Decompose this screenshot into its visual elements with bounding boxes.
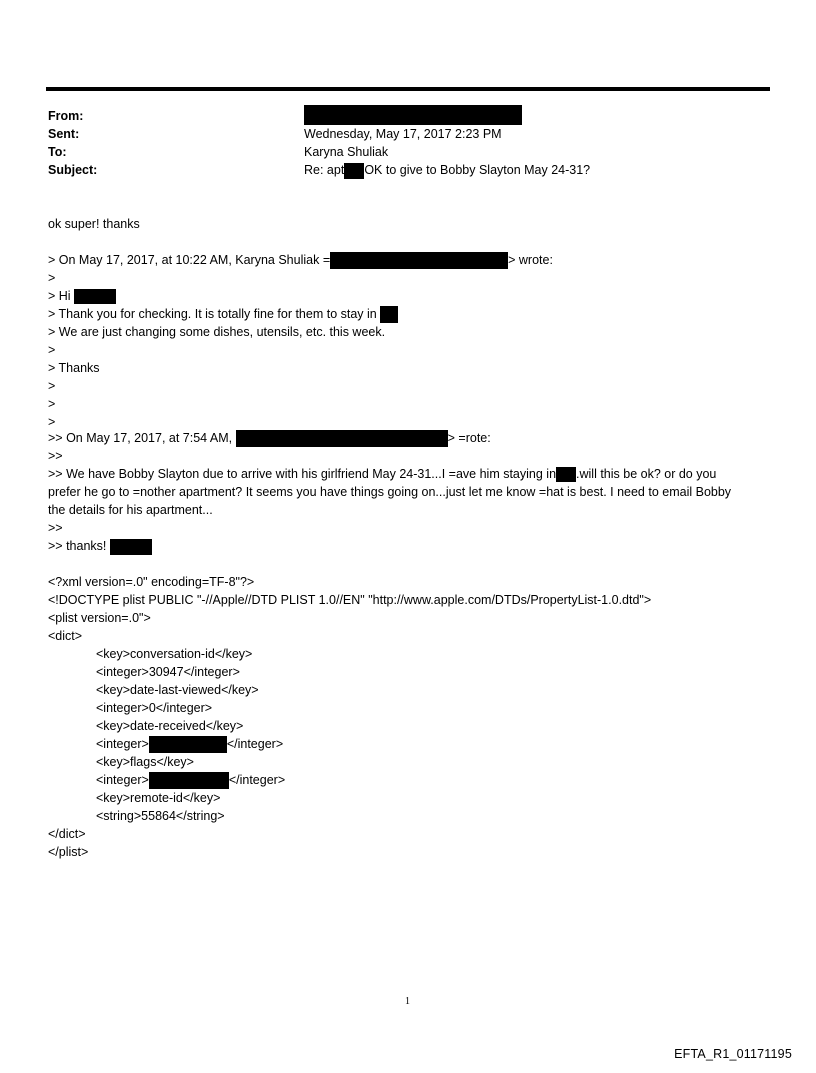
- subject-row: [48, 161, 591, 179]
- plist-line: <integer>0</integer>: [96, 701, 213, 715]
- plist-line: <plist version=.0">: [48, 611, 151, 625]
- plist-line: <key>conversation-id</key>: [96, 647, 253, 661]
- quote-text: > Thank you for checking. It is totally fine for them to stay in: [48, 307, 377, 321]
- header-rule: [46, 87, 770, 91]
- redaction-block: [330, 252, 508, 269]
- plist-line: <key>date-last-viewed</key>: [96, 683, 259, 697]
- quote-attribution-text: >> On May 17, 2017, at 7:54 AM,: [48, 431, 233, 445]
- plist-line: <integer>30947</integer>: [96, 665, 240, 679]
- plist-line: <string>55864</string>: [96, 809, 225, 823]
- plist-line: <key>flags</key>: [96, 755, 194, 769]
- quote-line: >: [48, 343, 56, 357]
- reply-text: ok super! thanks: [48, 217, 140, 231]
- quote-line: >: [48, 271, 56, 285]
- quote-attribution-end: > wrote:: [508, 253, 553, 267]
- quote-line: [48, 305, 398, 323]
- quote-line: >>: [48, 521, 63, 535]
- quote-greeting: [48, 287, 116, 305]
- quote-line: >: [48, 379, 56, 393]
- quote-line: >>: [48, 449, 63, 463]
- from-value: [304, 105, 522, 125]
- redaction-block: [236, 430, 448, 447]
- quote-attribution-1: [48, 251, 553, 269]
- sent-row: [48, 125, 502, 143]
- page-number: 1: [405, 996, 410, 1007]
- plist-line: <key>date-received</key>: [96, 719, 244, 733]
- plist-text: </integer>: [226, 737, 284, 751]
- plist-line: </dict>: [48, 827, 86, 841]
- plist-line: [96, 771, 285, 789]
- sent-label: Sent:: [48, 127, 80, 141]
- redaction-block: [149, 736, 227, 753]
- redaction-block: [110, 539, 152, 555]
- plist-line: [96, 735, 283, 753]
- quote-text: >> We have Bobby Slayton due to arrive with his girlfriend May 24-31...I =ave him staying in: [48, 467, 557, 481]
- sent-value: Wednesday, May 17, 2017 2:23 PM: [304, 127, 502, 141]
- subject-suffix: OK to give to Bobby Slayton May 24-31?: [364, 163, 591, 177]
- subject-label: Subject:: [48, 163, 98, 177]
- plist-text: </integer>: [228, 773, 286, 787]
- quote-attribution-text: > On May 17, 2017, at 10:22 AM, Karyna Shuliak =: [48, 253, 331, 267]
- plist-line: </plist>: [48, 845, 89, 859]
- plist-text: <integer>: [96, 737, 149, 751]
- redaction-block: [344, 163, 364, 179]
- from-label: From:: [48, 109, 84, 123]
- plist-line: <key>remote-id</key>: [96, 791, 221, 805]
- quote-line: > We are just changing some dishes, utensils, etc. this week.: [48, 325, 386, 339]
- quote-text: .will this be ok? or do you prefer he go to =nother apartment? It seems you have things going on...just let me know =hat is best. I need to email Bobby the details for his apartment...: [48, 467, 732, 517]
- redaction-block: [74, 289, 116, 304]
- quote-line: >: [48, 397, 56, 411]
- quote-line: > Thanks: [48, 361, 100, 375]
- redaction-block: [556, 467, 576, 482]
- to-label: To:: [48, 145, 67, 159]
- to-value: Karyna Shuliak: [304, 145, 389, 159]
- to-row: [48, 143, 389, 161]
- redaction-block: [380, 306, 398, 323]
- plist-line: <dict>: [48, 629, 83, 643]
- quote-paragraph: [48, 465, 748, 519]
- plist-line: <!DOCTYPE plist PUBLIC "-//Apple//DTD PLIST 1.0//EN" "http://www.apple.com/DTDs/PropertyList-1.0.dtd">: [48, 593, 652, 607]
- quote-text: >> thanks!: [48, 539, 107, 553]
- subject-prefix: Re: apt: [304, 163, 345, 177]
- quote-attribution-2: [48, 429, 491, 447]
- quote-line: >: [48, 415, 56, 429]
- quote-greeting-text: > Hi: [48, 289, 71, 303]
- redaction-block: [304, 105, 522, 125]
- plist-text: <integer>: [96, 773, 149, 787]
- bates-number: EFTA_R1_01171195: [674, 1047, 792, 1061]
- subject-value: [304, 161, 590, 179]
- from-row: [48, 107, 83, 125]
- plist-line: <?xml version=.0" encoding=TF-8"?>: [48, 575, 255, 589]
- redaction-block: [149, 772, 229, 789]
- quote-signoff: [48, 537, 152, 555]
- quote-attribution-end: > =rote:: [447, 431, 491, 445]
